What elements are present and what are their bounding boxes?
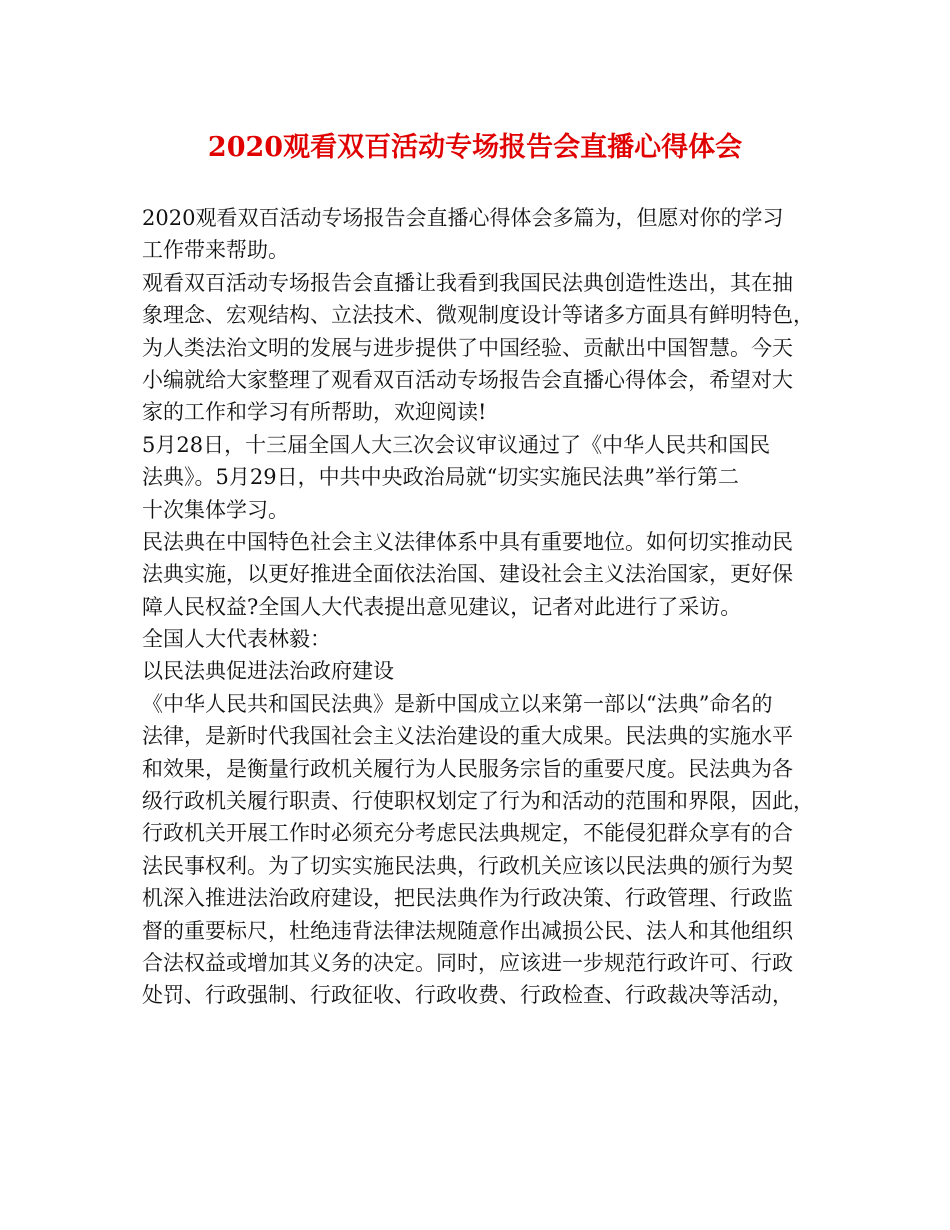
text-line: 机深入推进法治政府建设，把民法典作为行政决策、行政管理、行政监 [142, 886, 793, 911]
text-line: 合法权益或增加其义务的决定。同时，应该进一步规范行政许可、行政 [142, 950, 793, 975]
text-line: 小编就给大家整理了观看双百活动专场报告会直播心得体会，希望对大 [142, 367, 793, 392]
text-line: 法典实施，以更好推进全面依法治国、建设社会主义法治国家，更好保 [142, 562, 793, 587]
text-line: 和效果，是衡量行政机关履行为人民服务宗旨的重要尺度。民法典为各 [142, 756, 793, 781]
text-line: 级行政机关履行职责、行使职权划定了行为和活动的范围和界限，因此， [142, 789, 814, 814]
text-line: 家的工作和学习有所帮助，欢迎阅读! [142, 400, 487, 425]
text-line: 十次集体学习。 [142, 497, 289, 522]
text-line: 法律，是新时代我国社会主义法治建设的重大成果。民法典的实施水平 [142, 724, 793, 749]
document-body [142, 202, 832, 1012]
text-line: 以民法典促进法治政府建设 [142, 659, 394, 684]
text-line: 障人民权益?全国人大代表提出意见建议，记者对此进行了采访。 [142, 594, 742, 619]
text-line: 工作带来帮助。 [142, 238, 289, 263]
text-line: 为人类法治文明的发展与进步提供了中国经验、贡献出中国智慧。今天 [142, 335, 793, 360]
text-line: 2020观看双百活动专场报告会直播心得体会多篇为，但愿对你的学习 [142, 206, 784, 230]
text-line: 全国人大代表林毅： [142, 627, 331, 652]
text-line: 处罚、行政强制、行政征收、行政收费、行政检查、行政裁决等活动， [142, 983, 793, 1008]
text-line: 法典》。5月29日，中共中央政治局就“切实实施民法典”举行第二 [142, 465, 740, 490]
text-line: 5月28日，十三届全国人大三次会议审议通过了《中华人民共和国民 [142, 432, 771, 457]
document-title: 2020观看双百活动专场报告会直播心得体会 [207, 132, 743, 163]
text-line: 民法典在中国特色社会主义法律体系中具有重要地位。如何切实推动民 [142, 529, 793, 554]
text-line: 《中华人民共和国民法典》是新中国成立以来第一部以“法典”命名的 [142, 691, 773, 716]
text-line: 观看双百活动专场报告会直播让我看到我国民法典创造性迭出，其在抽 [142, 270, 793, 295]
text-line: 督的重要标尺，杜绝违背法律法规随意作出减损公民、法人和其他组织 [142, 918, 793, 943]
text-line: 法民事权利。为了切实实施民法典，行政机关应该以民法典的颁行为契 [142, 853, 793, 878]
text-line: 象理念、宏观结构、立法技术、微观制度设计等诸多方面具有鲜明特色， [142, 303, 814, 328]
text-line: 行政机关开展工作时必须充分考虑民法典规定，不能侵犯群众享有的合 [142, 821, 793, 846]
